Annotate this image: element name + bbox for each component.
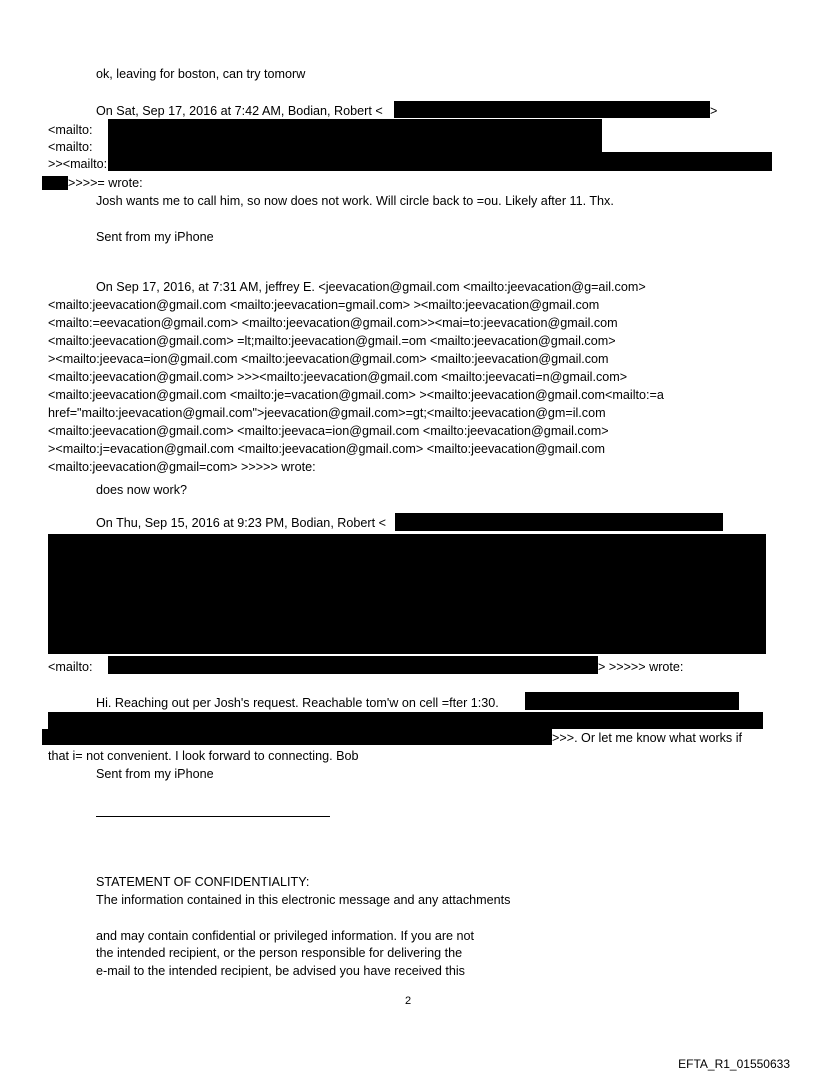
redaction-block [48,534,766,654]
redaction-block [42,729,552,745]
message-body-2: does now work? [96,483,188,497]
message-body-3-line-1: Hi. Reaching out per Josh's request. Reachable tom'w on cell =fter 1:30. [96,696,499,710]
redaction-block [394,101,710,118]
header-line: <mailto:jeevacation@gmail.com <mailto:je=vacation@gmail.com> ><mailto:jeevacation@gmail.com<mailto:=a [48,388,664,402]
redaction-block [525,692,739,710]
page-number: 2 [404,995,412,1007]
quoted-header-1: On Sat, Sep 17, 2016 at 7:42 AM, Bodian, Robert < [96,104,383,118]
redaction-block [108,152,772,171]
quoted-header-3: On Thu, Sep 15, 2016 at 9:23 PM, Bodian, Robert < [96,516,386,530]
confidentiality-text: e-mail to the intended recipient, be advised you have received this [96,964,465,978]
redaction-block [108,656,598,674]
confidentiality-text: the intended recipient, or the person responsible for delivering the [96,946,463,960]
separator-line [96,816,330,817]
header-line: On Sep 17, 2016, at 7:31 AM, jeffrey E. <jeevacation@gmail.com <mailto:jeevacation@g=ail.com> [96,280,646,294]
header-line: <mailto:jeevacation@gmail=com> >>>>> wrote: [48,460,316,474]
mailto-prefix: <mailto: [48,140,93,154]
confidentiality-text: The information contained in this electronic message and any attachments [96,893,511,907]
message-body-3-line-2: >>>. Or let me know what works if [552,731,743,745]
redaction-block [48,712,763,729]
header-line: <mailto:jeevacation@gmail.com <mailto:jeevacation=gmail.com> ><mailto:jeevacation@gmail.com [48,298,600,312]
quoted-header-2 [48,278,664,476]
signature-sent-from: Sent from my iPhone [96,767,214,781]
quoted-header-1-tail: > [710,104,718,118]
redaction-block [108,119,602,137]
redaction-block [42,176,68,190]
mailto-prefix: <mailto: [48,123,93,137]
reply-text: ok, leaving for boston, can try tomorw [96,67,306,81]
message-body-1: Josh wants me to call him, so now does not work. Will circle back to =ou. Likely after 11. Thx. [96,194,614,208]
header-line: <mailto:jeevacation@gmail.com> =lt;mailto:jeevacation@gmail.=om <mailto:jeevacation@gmail.com> [48,334,616,348]
message-body-3-line-3: that i= not convenient. I look forward to connecting. Bob [48,749,359,763]
header-line: <mailto:jeevacation@gmail.com> >>><mailto:jeevacation@gmail.com <mailto:jeevacati=n@gmail.com> [48,370,628,384]
signature-sent-from: Sent from my iPhone [96,230,214,244]
header-line: href="mailto:jeevacation@gmail.com">jeevacation@gmail.com>=gt;<mailto:jeevacation@gm=il.com [48,406,606,420]
mailto-prefix: >><mailto: [48,157,108,171]
quoted-header-3-wrote: > >>>>> wrote: [598,660,684,674]
header-line: ><mailto:jeevaca=ion@gmail.com <mailto:jeevacation@gmail.com> <mailto:jeevacation@gmail.com [48,352,609,366]
header-line: <mailto:jeevacation@gmail.com> <mailto:jeevaca=ion@gmail.com <mailto:jeevacation@gmail.com> [48,424,609,438]
header-line: ><mailto:j=evacation@gmail.com <mailto:jeevacation@gmail.com> <mailto:jeevacation@gmail.com [48,442,606,456]
document-id-footer: EFTA_R1_01550633 [678,1057,790,1071]
confidentiality-title: STATEMENT OF CONFIDENTIALITY: [96,875,310,889]
mailto-prefix: <mailto: [48,660,93,674]
confidentiality-text: and may contain confidential or privileged information. If you are not [96,929,475,943]
header-line: <mailto:=eevacation@gmail.com> <mailto:jeevacation@gmail.com>><mai=to:jeevacation@gmail.com [48,316,618,330]
quoted-header-1-wrote: >>>>= wrote: [68,176,143,190]
redaction-block [395,513,723,531]
